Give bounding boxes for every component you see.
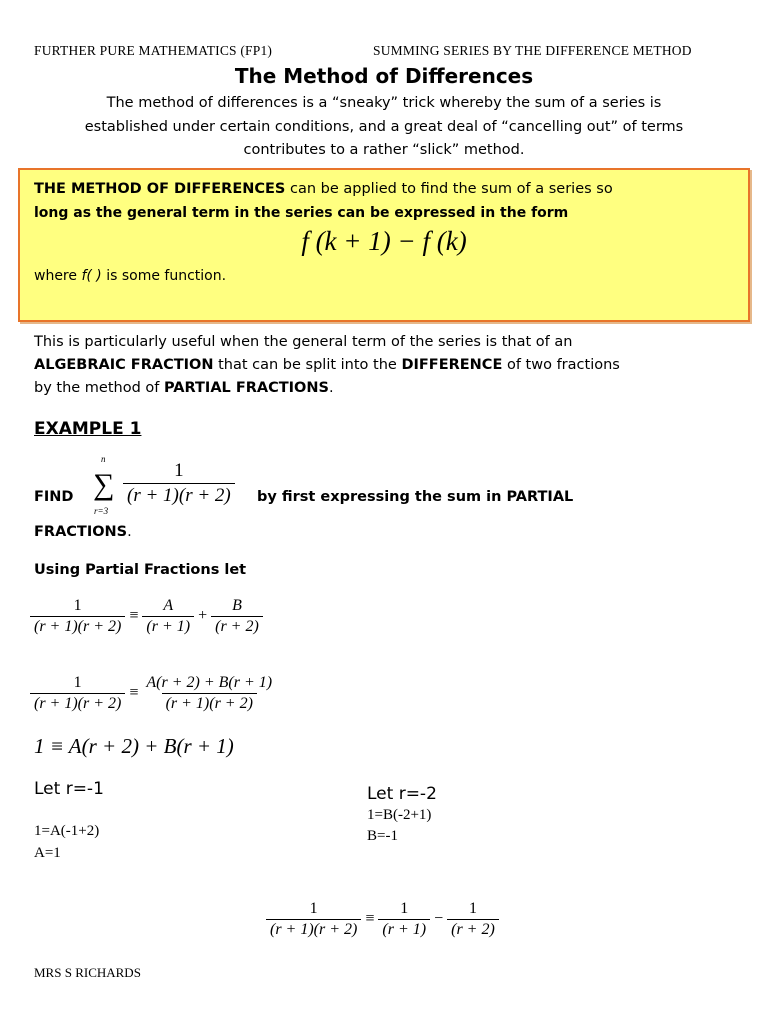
fractions-word: FRACTIONS	[34, 524, 128, 540]
intro-line-2: established under certain conditions, and a great deal of “cancelling out” of terms	[84, 118, 684, 135]
algebraic-fraction-term: ALGEBRAIC FRACTION	[34, 357, 214, 373]
difference-formula: f (k + 1) − f (k)	[301, 226, 467, 256]
para-line-3	[34, 380, 334, 396]
sum-upper-limit: n	[101, 454, 106, 464]
using-partial-fractions: Using Partial Fractions let	[34, 562, 247, 578]
example-heading: EXAMPLE 1	[34, 419, 142, 439]
eq4-denominator: (r + 1)(r + 2)	[266, 919, 361, 939]
eq1-b-denominator: (r + 2)	[211, 616, 263, 636]
footer-author: MRS S RICHARDS	[34, 965, 141, 980]
fractions-line	[34, 524, 132, 540]
fractions-dot: .	[127, 524, 132, 540]
eq1-b-numerator: B	[232, 597, 242, 614]
sum-fraction	[123, 460, 235, 507]
definition-line-1-rest: can be applied to find the sum of a series so	[285, 181, 613, 197]
find-rest-text: by first expressing the sum in PARTIAL	[257, 489, 574, 505]
equation-3: 1 ≡ A(r + 2) + B(r + 1)	[34, 734, 234, 758]
eq4-numerator: 1	[309, 900, 318, 917]
let2-line-1: 1=B(-2+1)	[367, 807, 432, 823]
intro-paragraph	[20, 92, 748, 163]
eq2-numerator: 1	[73, 674, 82, 691]
eq4-b-denominator: (r + 2)	[447, 919, 499, 939]
eq1-a-numerator: A	[163, 597, 174, 614]
definition-line-1	[34, 181, 613, 197]
method-of-differences-label: THE METHOD OF DIFFERENCES	[34, 181, 286, 197]
sum-lower-limit: r=3	[94, 506, 109, 516]
eq4-identity: ≡	[365, 910, 375, 928]
eq2-identity: ≡	[129, 684, 139, 702]
let-r-minus-2-title: Let r=-2	[367, 784, 437, 804]
where-text: where	[34, 268, 82, 284]
intro-line-1: The method of differences is a “sneaky” trick whereby the sum of a series is	[106, 95, 662, 111]
para-line-1: This is particularly useful when the general term of the series is that of an	[34, 334, 573, 350]
partial-fractions-term: PARTIAL FRACTIONS	[164, 380, 329, 396]
definition-line-3	[34, 268, 226, 284]
some-function-text: is some function.	[101, 268, 227, 284]
difference-term: DIFFERENCE	[401, 357, 503, 373]
equation-4	[266, 900, 499, 939]
intro-line-3: contributes to a rather “slick” method.	[243, 142, 525, 158]
para-line-3-start: by the method of	[34, 380, 164, 396]
eq2-rhs-denominator: (r + 1)(r + 2)	[162, 693, 257, 713]
let1-line-2: A=1	[34, 845, 61, 861]
eq1-plus: +	[198, 607, 208, 625]
function-symbol: f( )	[81, 268, 102, 284]
eq4-a-denominator: (r + 1)	[378, 919, 430, 939]
header-right: SUMMING SERIES BY THE DIFFERENCE METHOD	[373, 43, 692, 58]
eq4-minus: −	[434, 910, 444, 928]
eq2-denominator: (r + 1)(r + 2)	[30, 693, 125, 713]
para-line-3-end: .	[328, 380, 334, 396]
para-line-2-end: of two fractions	[502, 357, 620, 373]
sigma-symbol: ∑	[93, 468, 115, 501]
eq1-numerator: 1	[73, 597, 82, 614]
equation-2	[30, 674, 276, 713]
page-title: The Method of Differences	[234, 64, 534, 88]
eq1-denominator: (r + 1)(r + 2)	[30, 616, 125, 636]
let1-line-1: 1=A(-1+2)	[34, 823, 100, 839]
equation-1	[30, 597, 263, 636]
eq1-a-denominator: (r + 1)	[142, 616, 194, 636]
eq1-identity: ≡	[129, 607, 139, 625]
let2-line-2: B=-1	[367, 828, 398, 844]
para-line-2-mid: that can be split into the	[213, 357, 402, 373]
find-label: FIND	[34, 489, 74, 505]
sum-numerator: 1	[174, 460, 184, 481]
sum-denominator: (r + 1)(r + 2)	[123, 483, 235, 507]
definition-line-2: long as the general term in the series can be expressed in the form	[34, 205, 569, 221]
para-line-2	[34, 357, 620, 373]
header-left: FURTHER PURE MATHEMATICS (FP1)	[34, 43, 273, 58]
eq2-rhs-numerator: A(r + 2) + B(r + 1)	[146, 674, 273, 691]
let-r-minus-1-title: Let r=-1	[34, 779, 104, 799]
eq4-b-numerator: 1	[468, 900, 477, 917]
eq4-a-numerator: 1	[400, 900, 409, 917]
